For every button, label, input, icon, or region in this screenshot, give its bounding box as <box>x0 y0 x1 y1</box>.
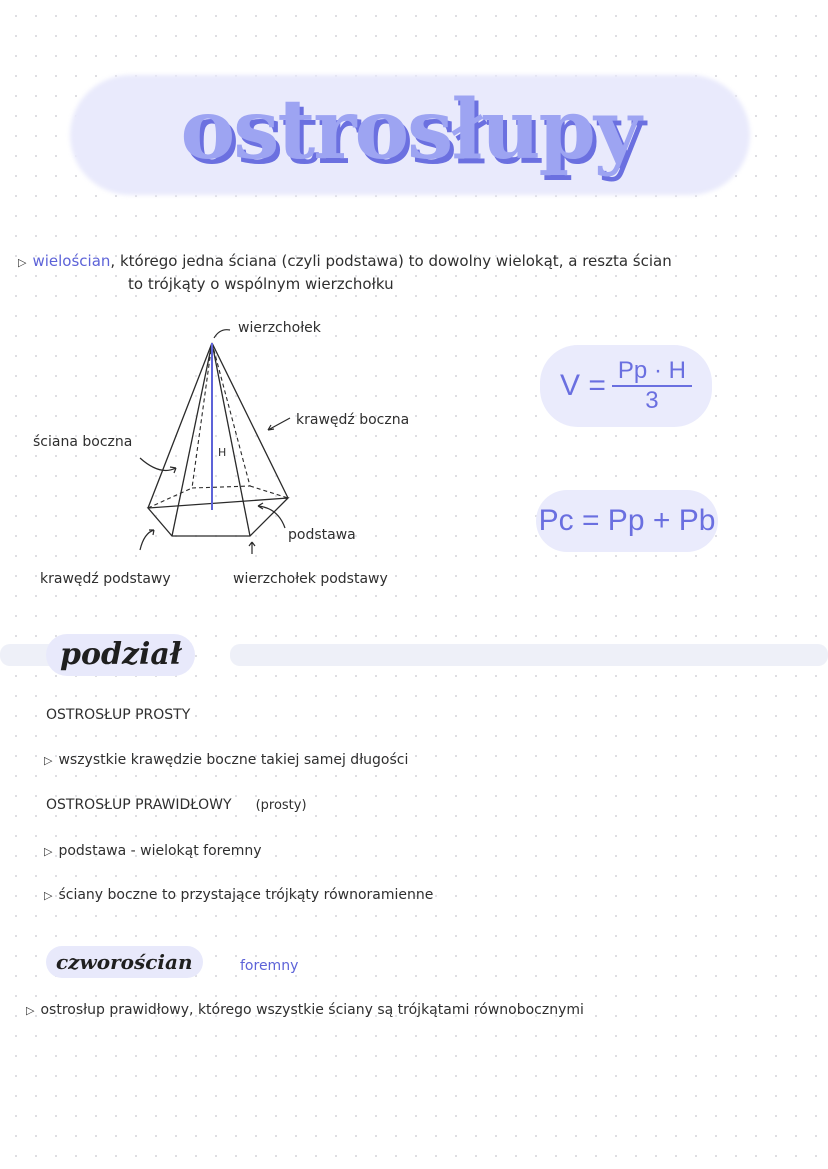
lateral-edge <box>212 343 250 536</box>
hidden-base-edge <box>192 486 250 488</box>
label-height: H <box>218 446 227 459</box>
bullet-triangle-icon: ▷ <box>44 754 53 767</box>
label-apex: wierzchołek <box>238 320 321 336</box>
straight-pyramid-bullet-text: wszystkie krawędzie boczne takiej samej długości <box>58 752 409 768</box>
apex-arrow-icon <box>214 330 230 338</box>
regular-pyramid-bullet-1 <box>44 843 262 859</box>
lateral-edge <box>148 343 212 508</box>
regular-pyramid-title <box>46 797 307 813</box>
area-formula: Pc = Pp + Pb <box>536 490 718 552</box>
regular-pyramid-bullet-1-text: podstawa - wielokąt foremny <box>58 843 262 859</box>
regular-pyramid-bullet-2 <box>44 887 433 903</box>
bullet-triangle-icon: ▷ <box>18 256 27 269</box>
hidden-lateral-edge <box>212 343 250 486</box>
volume-formula <box>540 345 712 427</box>
pyramid-diagram <box>100 318 340 558</box>
definition-line-2: to trójkąty o wspólnym wierzchołku <box>128 275 394 293</box>
volume-lhs: V = <box>560 369 606 402</box>
straight-pyramid-bullet <box>44 752 408 768</box>
lateral-edge <box>212 343 288 498</box>
regular-pyramid-note: (prosty) <box>255 798 307 813</box>
label-lateral-face: ściana boczna <box>33 434 133 450</box>
title-banner <box>60 55 760 205</box>
tetra-bullet <box>26 1002 584 1018</box>
hidden-lateral-edge <box>192 343 212 488</box>
definition-term: wielościan <box>32 252 111 270</box>
tetra-bullet-text: ostrosłup prawidłowy, którego wszystkie ściany są trójkątami równobocznymi <box>40 1002 584 1018</box>
section-heading-podzial: podział <box>46 634 195 676</box>
volume-numerator: Pp · H <box>612 357 692 387</box>
base-vertex-arrow-icon <box>249 542 255 554</box>
label-base: podstawa <box>288 527 356 543</box>
label-lateral-edge: krawędź boczna <box>296 412 410 428</box>
lateral-edge-arrow-icon <box>268 418 290 430</box>
volume-denominator: 3 <box>645 387 659 414</box>
lateral-face-arrow-icon <box>140 458 176 473</box>
definition-text: , którego jedna ściana (czyli podstawa) to dowolny wielokąt, a reszta ścian <box>110 252 672 270</box>
regular-pyramid-bullet-2-text: ściany boczne to przystające trójkąty równoramienne <box>58 887 434 903</box>
pyramid-base-front <box>148 498 288 536</box>
bullet-triangle-icon: ▷ <box>26 1004 35 1017</box>
base-edge-arrow-icon <box>140 530 154 550</box>
section-heading-czworoscian: czworościan <box>46 946 203 978</box>
volume-fraction <box>612 357 692 415</box>
lateral-edge <box>172 343 212 536</box>
page-title: ostrosłupy <box>180 82 640 178</box>
bullet-triangle-icon: ▷ <box>44 889 53 902</box>
section-divider-right <box>230 644 828 666</box>
straight-pyramid-title: OSTROSŁUP PROSTY <box>46 707 191 723</box>
label-base-edge: krawędź podstawy <box>40 571 171 587</box>
tetra-note: foremny <box>240 958 299 974</box>
bullet-triangle-icon: ▷ <box>44 845 53 858</box>
definition-line-1 <box>18 252 672 270</box>
regular-pyramid-title-text: OSTROSŁUP PRAWIDŁOWY <box>46 797 232 813</box>
label-base-vertex: wierzchołek podstawy <box>233 571 388 587</box>
